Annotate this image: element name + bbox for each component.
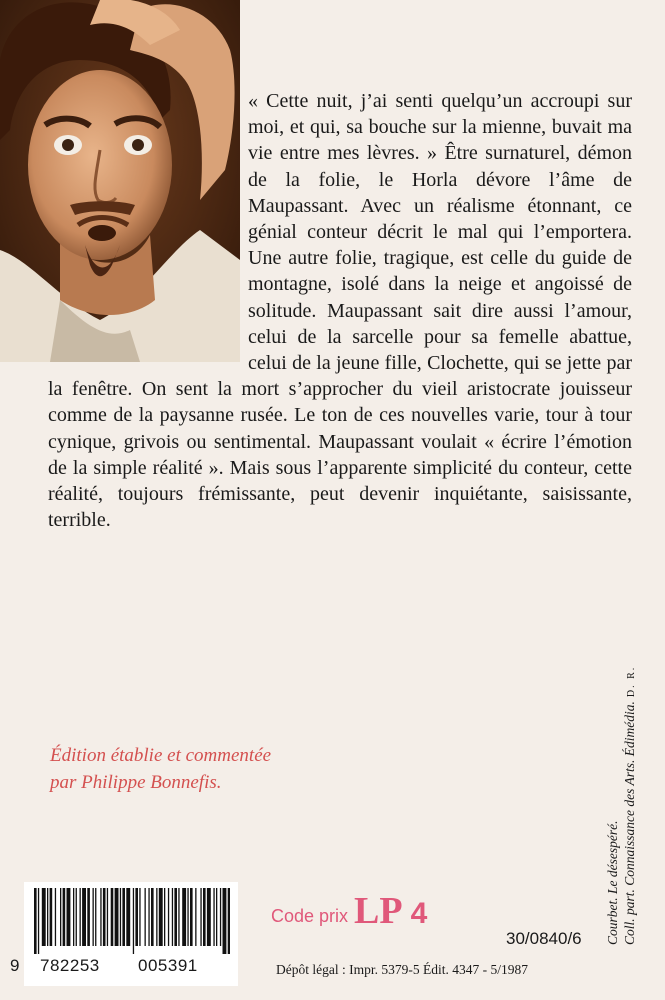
barcode-bar [55, 888, 56, 946]
barcode-digit-first: 9 [10, 956, 20, 975]
barcode-bar [133, 888, 134, 954]
credit-line-2: Coll. part. Connaissance des Arts. Édimédia. [622, 701, 637, 945]
barcode-bar [107, 888, 108, 946]
barcode-bar [148, 888, 149, 946]
barcode-bar [174, 888, 177, 946]
barcode-bar [100, 888, 101, 946]
barcode-bar [80, 888, 81, 946]
barcode-bar [164, 888, 165, 946]
barcode-bar [159, 888, 163, 946]
image-credit [604, 585, 640, 945]
barcode-bar [95, 888, 96, 946]
edition-note [50, 742, 271, 796]
barcode-bar [168, 888, 169, 946]
barcode-bar [47, 888, 48, 946]
barcode-bar [220, 888, 221, 946]
barcode-bar [195, 888, 196, 946]
barcode-bar [60, 888, 61, 946]
barcode-bar [151, 888, 154, 946]
barcode-bar [223, 888, 227, 954]
barcode-bar [63, 888, 66, 946]
barcode-bar [182, 888, 186, 946]
barcode-bar [34, 888, 37, 954]
barcode-bar [178, 888, 179, 946]
legal-deposit: Dépôt légal : Impr. 5379-5 Édit. 4347 - 5/1987 [276, 962, 528, 977]
price-code [354, 889, 427, 933]
barcode-bar [213, 888, 214, 946]
barcode-bar [67, 888, 71, 946]
credit-rights: D. R. [626, 665, 637, 698]
barcode-bar [200, 888, 201, 946]
barcode-bar [156, 888, 157, 946]
barcode-bar [38, 888, 39, 954]
barcode-bar [145, 888, 146, 946]
barcode-bar [207, 888, 211, 946]
barcode-bar [115, 888, 119, 946]
barcode-bar [42, 888, 46, 946]
barcode-bar [139, 888, 140, 946]
barcode-bar [135, 888, 138, 946]
barcode-bar [190, 888, 193, 946]
credit-line-1: Courbet. Le désespéré. [605, 820, 620, 945]
barcode-bar [203, 888, 206, 946]
price-code-letters: LP [354, 890, 403, 932]
barcode-bars [32, 888, 230, 954]
edition-line-1: Édition établie et commentée [50, 745, 272, 766]
barcode-bar [187, 888, 188, 946]
barcode-bar [87, 888, 90, 946]
price-code-number: 4 [410, 897, 428, 930]
barcode-bar [103, 888, 106, 946]
barcode-bar [126, 888, 130, 946]
barcode-bar [73, 888, 74, 946]
barcode-bar [172, 888, 173, 946]
barcode-bar [93, 888, 94, 946]
barcode-digits-left: 782253 [40, 956, 100, 975]
blurb-text: « Cette nuit, j’ai senti quelqu’un accroupi sur moi, et qui, sa bouche sur la mienne, buvait ma vie entre mes lèvres. » Être surnaturel, démon de la folie, le Horla dévore l’âme de Maupassant. Avec un réalisme étonnant, ce génial conteur décrit le mal qui l’emportera. Une autre folie, tragique, est celle du guide de montagne, isolé dans la neige et angoissé de solitude. Maupassant sait dire aussi l’amour, celui de la sarcelle pour sa femelle abattue, celui de la jeune fille, Clochette, qui se jette par la fenêtre. On sent la mort s’approcher du vieil aristocrate jouisseur comme de la paysanne rusée. Le ton de ces nouvelles varie, tour à tour cynique, grivois ou sentimental. Maupassant voulait « écrire l’émotion de la simple réalité ». Mais sous l’apparente simplicité du conteur, cette réalité, toujours frémissante, peut devenir inquiétante, saisissante, terrible. [48, 90, 632, 532]
barcode-digits-right: 005391 [138, 956, 198, 975]
barcode-bar [50, 888, 53, 946]
barcode-bar [120, 888, 121, 946]
painting-spacer [0, 0, 248, 362]
price-label: Code prix [271, 906, 349, 926]
barcode-bar [216, 888, 217, 946]
barcode-bar [111, 888, 114, 946]
barcode-bar [122, 888, 125, 946]
edition-line-2: par Philippe Bonnefis. [50, 772, 222, 793]
reference-number: 30/0840/6 [506, 929, 582, 948]
barcode-bar [76, 888, 77, 946]
barcode-bar [82, 888, 86, 946]
barcode-bar [228, 888, 230, 954]
